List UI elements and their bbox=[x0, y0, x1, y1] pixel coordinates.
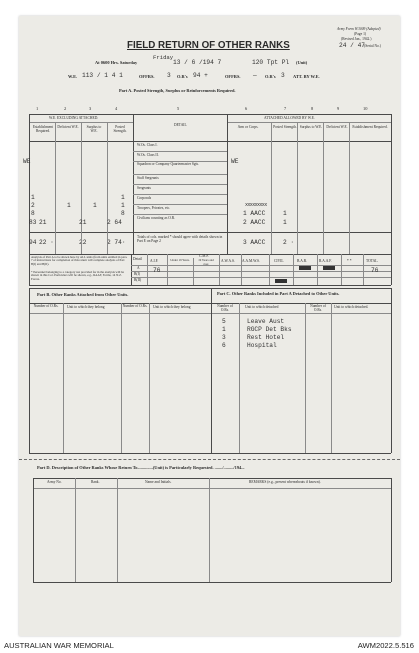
part-c-header: Unit to which detached. bbox=[334, 305, 369, 309]
col-header: Establishment Required. bbox=[32, 125, 54, 133]
analysis-header: A.W.A.S. bbox=[221, 259, 235, 263]
analysis-header: R.A.A.F. bbox=[319, 259, 332, 263]
col-header: Surplus to W.E. bbox=[299, 125, 323, 129]
cell-c4: 8 bbox=[121, 210, 125, 217]
detail-header: DETAIL bbox=[174, 123, 187, 127]
part-c-number: 1 bbox=[222, 326, 226, 333]
cell-arm: WE bbox=[231, 158, 239, 165]
analysis-header: * * bbox=[347, 259, 352, 263]
part-c-unit: RGCP Det Bks bbox=[247, 326, 292, 333]
ors2-value: 3 bbox=[281, 72, 285, 79]
row-detail: Sergeants bbox=[137, 186, 151, 190]
serial-value: 24 / 47 bbox=[339, 42, 365, 49]
part-b-header: Number of O.Rs. bbox=[33, 304, 59, 308]
part-c-title: Part C. Other Ranks Included in Part A Detached to Other Units. bbox=[217, 291, 340, 296]
at-line: At 0600 Hrs. Saturday bbox=[95, 60, 138, 65]
col-header: Establishment Required. bbox=[352, 125, 388, 129]
col-header: Deficient W.E. bbox=[326, 125, 348, 129]
analysis-aif-value: 76 bbox=[153, 267, 161, 274]
col-header: Surplus to W.E. bbox=[86, 125, 102, 133]
form-title: FIELD RETURN OF OTHER RANKS bbox=[127, 40, 290, 51]
col-header: Posted Strength. bbox=[113, 125, 127, 133]
cell-c3: 21 bbox=[79, 219, 87, 226]
part-a-title: Part A. Posted Strength, Surplus or Reinforcements Required. bbox=[119, 88, 236, 93]
att-label: ATT. BY W.E. bbox=[293, 74, 320, 79]
form-revised: (Revised Jan., 1942.) bbox=[341, 37, 372, 41]
part-c-number: 6 bbox=[222, 342, 226, 349]
analysis-row: B(II) bbox=[134, 278, 142, 282]
row-detail: Civilians counting as O.R. bbox=[137, 216, 176, 220]
col-number: 7 bbox=[284, 106, 287, 111]
part-c-number: 5 bbox=[222, 318, 226, 325]
perforation-line bbox=[19, 459, 400, 460]
col-header: Deficient W.E. bbox=[57, 125, 79, 129]
redaction-mark bbox=[275, 279, 287, 283]
analysis-header: A.I.F. bbox=[150, 259, 159, 263]
col-header: Posted Strength. bbox=[273, 125, 297, 129]
cell-c3: 1 bbox=[93, 202, 97, 209]
cmf-label: C.M.F. bbox=[199, 254, 209, 258]
cell-c4: 1 bbox=[121, 194, 125, 201]
row-detail: Troopers, Privates, etc. bbox=[137, 206, 171, 210]
col-number: 10 bbox=[363, 106, 368, 111]
cell-c1: 83 bbox=[29, 219, 37, 226]
part-c-unit: Rest Hotel bbox=[247, 334, 285, 341]
cell-c7: 1 bbox=[283, 219, 287, 226]
col-number: 4 bbox=[115, 106, 118, 111]
cell-c1: 2 bbox=[31, 202, 35, 209]
row-detail: Staff Sergeants bbox=[137, 176, 159, 180]
offrs-label: OFFRS. bbox=[139, 74, 155, 79]
total-c3: 22 bbox=[79, 239, 87, 246]
form-sheet bbox=[19, 16, 400, 636]
part-b-title: Part B. Other Ranks Attached from Other Units. bbox=[37, 292, 129, 297]
col-number: 5 bbox=[177, 106, 180, 111]
we-label: W.E. bbox=[68, 74, 78, 79]
footer-accession: AWM2022.5.516 bbox=[357, 641, 414, 650]
analysis-row: A bbox=[137, 266, 140, 270]
serial-label: (Serial No.) bbox=[364, 44, 381, 48]
part-a-table bbox=[23, 105, 391, 285]
cell-arm: xxxxxxxxx bbox=[245, 202, 267, 208]
offrs-value: 3 bbox=[167, 72, 171, 79]
col-number: 3 bbox=[89, 106, 92, 111]
part-d-header: Army No. bbox=[47, 480, 62, 484]
col-number: 9 bbox=[337, 106, 340, 111]
analysis-total-value: 76 bbox=[371, 267, 379, 274]
cell-c4: 2 64 bbox=[107, 219, 122, 226]
col-number: 2 bbox=[64, 106, 67, 111]
analysis-note: Analysis of Part A to be shown here by ALL units (from units entitled in para. 7 of instructions for completion of this return will complete analysis of Part B(I) and B(II). bbox=[31, 255, 128, 266]
cell-c4: 1 bbox=[121, 202, 125, 209]
cell-c1: 8 bbox=[31, 210, 35, 217]
part-c-unit: Hospital bbox=[247, 342, 277, 349]
redaction-mark bbox=[299, 266, 311, 270]
part-d-header: REMARKS (e.g., present whereabouts if known). bbox=[249, 480, 321, 484]
date-typed: 13 / 6 /194 7 bbox=[173, 59, 222, 66]
col-header: Arm or Corps. bbox=[237, 125, 259, 129]
redaction-mark bbox=[323, 266, 335, 270]
col-number: 6 bbox=[245, 106, 248, 111]
cell-c1: 1 bbox=[31, 194, 35, 201]
ors-label: O.R's bbox=[177, 74, 188, 79]
analysis-note-2: * Personnel belonging to a category not provided for in the analysis will be shown in this Col. Particulars will be shown, e.g., RAAF, Forms, 14 N.Z. Forces. bbox=[31, 270, 125, 281]
group-right: ATTACHED ALLOWED BY W.E. bbox=[264, 116, 315, 120]
ors-value: 94 + bbox=[193, 72, 208, 79]
part-c-header: Number of O.Rs. bbox=[217, 304, 233, 312]
total-c7: 2 · bbox=[283, 239, 295, 246]
part-b-header: Unit to which they belong bbox=[153, 305, 191, 309]
offrs2-value: — bbox=[253, 72, 257, 79]
row-detail: Corporals bbox=[137, 196, 152, 200]
footer-institution: AUSTRALIAN WAR MEMORIAL bbox=[4, 641, 114, 650]
analysis-header: A.A.M.W.S. bbox=[242, 259, 260, 263]
part-d-title: Part D. Description of Other Ranks Whose Return To..............(Unit) is Particularly Requested. ......./........./194... bbox=[37, 465, 245, 470]
part-b-header: Unit to which they belong bbox=[67, 305, 105, 309]
group-left: W.E. EXCLUDING ATTACHED. bbox=[49, 116, 99, 120]
total-c1: 94 bbox=[29, 239, 37, 246]
analysis-header: CIVIL bbox=[274, 259, 284, 263]
total-detail: Totals of cols. marked * should agree with details shown in Part E on Page 2 bbox=[137, 235, 223, 243]
cell-c7: 1 bbox=[283, 210, 287, 217]
part-c-header: Unit to which detached bbox=[245, 305, 279, 309]
row-detail: W.Os. Class I. bbox=[137, 143, 158, 147]
col-number: 1 bbox=[36, 106, 39, 111]
part-c-unit: Leave Aust bbox=[247, 318, 285, 325]
offrs2-label: OFFRS. bbox=[225, 74, 241, 79]
col-number: 8 bbox=[311, 106, 314, 111]
total-arm: 3 AACC bbox=[243, 239, 266, 246]
cell-c2: 1 bbox=[67, 202, 71, 209]
part-c-number: 3 bbox=[222, 334, 226, 341]
analysis-row: B(I) bbox=[134, 272, 140, 276]
day-typed: Friday bbox=[153, 54, 174, 61]
part-d-header: Rank. bbox=[91, 480, 100, 484]
analysis-row: Detail bbox=[133, 257, 142, 261]
part-d-header: Name and Initials. bbox=[145, 480, 172, 484]
part-b-header: Number of O.Rs. bbox=[122, 304, 148, 308]
ors2-label: O.R's bbox=[265, 74, 276, 79]
form-page: (Page 1) bbox=[354, 32, 367, 36]
unit-label: (Unit) bbox=[296, 60, 308, 65]
we-value: 113 / 1 4 1 bbox=[82, 72, 123, 79]
row-detail: Squadron or Company Quartermaster Sgts. bbox=[137, 162, 199, 166]
cell-arm: 1 AACC bbox=[243, 210, 266, 217]
cell-arm: 2 AACC bbox=[243, 219, 266, 226]
analysis-header: 19 Years and over. bbox=[198, 258, 214, 266]
unit-typed: 120 Tpt Pl bbox=[252, 59, 290, 66]
total-c2: 22 · bbox=[39, 239, 54, 246]
part-c-header: Number of O.Rs. bbox=[310, 304, 326, 312]
analysis-header: TOTAL. bbox=[366, 259, 379, 263]
row-detail: W.Os. Class II. bbox=[137, 153, 159, 157]
form-number: Army Form W.3009 (Adapted) bbox=[337, 27, 381, 31]
cell-c2: 21 bbox=[39, 219, 47, 226]
cell-c1: WE bbox=[23, 158, 31, 165]
analysis-header: B.A.R. bbox=[297, 259, 308, 263]
total-c4: 2 74· bbox=[107, 239, 126, 246]
analysis-header: Under 19 Years. bbox=[170, 258, 190, 262]
